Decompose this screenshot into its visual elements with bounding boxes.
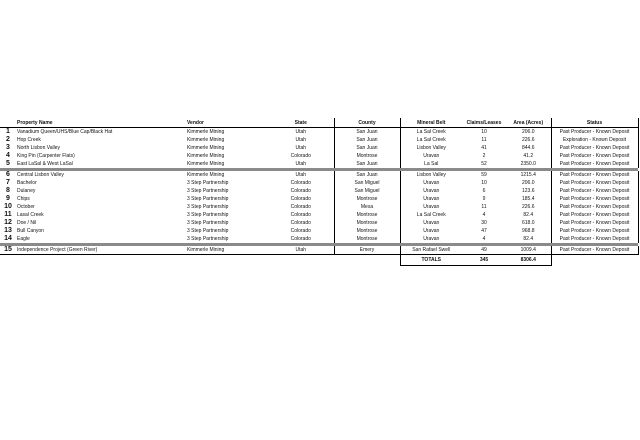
- cell-claims: 49: [462, 246, 506, 255]
- cell-area: 123.6: [506, 187, 551, 195]
- cell-area: 1009.4: [506, 246, 551, 255]
- cell-num: 2: [6, 136, 10, 143]
- cell-property: Eagle: [17, 236, 30, 242]
- cell-belt: Uravan: [400, 235, 462, 243]
- cell-vendor: Kimmerle Mining: [187, 161, 225, 167]
- cell-status: Past Producer - Known Deposit: [551, 203, 638, 211]
- table-row: [0, 235, 638, 243]
- cell-area: 41.2: [506, 152, 551, 160]
- cell-state: Colorado: [290, 188, 311, 194]
- cell-area: 82.4: [506, 211, 551, 219]
- cell-claims: 9: [482, 196, 486, 202]
- cell-state: Colorado: [290, 220, 311, 226]
- cell-claims: 41: [481, 145, 487, 151]
- table-body: [0, 128, 638, 255]
- cell-num: 3: [6, 144, 10, 151]
- cell-num: 8: [6, 187, 10, 194]
- cell-state: Utah: [295, 137, 307, 143]
- cell-belt: Uravan: [400, 187, 462, 195]
- cell-property: Bull Canyon: [17, 228, 44, 234]
- table-row: [0, 136, 638, 144]
- header-vendor: Vendor: [186, 118, 268, 128]
- cell-vendor: Kimmerle Mining: [187, 145, 225, 151]
- cell-status: Past Producer - Known Deposit: [551, 144, 638, 152]
- cell-property: Hop Creek: [17, 137, 41, 143]
- cell-claims: 6: [482, 188, 486, 194]
- cell-state: Utah: [295, 161, 307, 167]
- table-row: [0, 227, 638, 235]
- cell-num: 15: [0, 246, 16, 255]
- cell-property: Lasal Creek: [17, 212, 44, 218]
- cell-property: Vanadium Queen/UHS/Blue Cap/Black Hat: [17, 129, 113, 135]
- cell-num: 10: [4, 203, 12, 210]
- cell-county: Montrose: [334, 195, 400, 203]
- cell-state: Utah: [295, 172, 307, 178]
- cell-num: 12: [4, 219, 12, 226]
- cell-property: Dulaney: [17, 188, 36, 194]
- cell-claims: 10: [481, 180, 487, 186]
- cell-area: 82.4: [506, 235, 551, 243]
- cell-vendor: 3 Step Partnership: [187, 188, 229, 194]
- cell-state: Utah: [295, 129, 307, 135]
- cell-county: Montrose: [334, 235, 400, 243]
- cell-status: Past Producer - Known Deposit: [551, 179, 638, 187]
- cell-county: San Juan: [334, 136, 400, 144]
- cell-belt: La Sal Creek: [400, 128, 462, 137]
- cell-claims: 47: [481, 228, 487, 234]
- cell-property: East LaSal & West LaSal: [17, 161, 73, 167]
- header-status: Status: [551, 118, 638, 128]
- header-state: State: [268, 118, 334, 128]
- cell-status: Past Producer - Known Deposit: [551, 152, 638, 160]
- cell-property: Independence Project (Green River): [16, 246, 186, 255]
- cell-state: Colorado: [290, 228, 311, 234]
- cell-claims: 4: [482, 236, 486, 242]
- cell-belt: La Sal: [400, 160, 462, 168]
- cell-state: Colorado: [290, 212, 311, 218]
- cell-status: Past Producer - Known Deposit: [551, 171, 638, 179]
- cell-num: 7: [6, 179, 10, 186]
- table-row: [0, 152, 638, 160]
- cell-claims: 11: [481, 204, 487, 210]
- cell-claims: 30: [481, 220, 487, 226]
- cell-state: Colorado: [290, 204, 311, 210]
- cell-claims: 59: [481, 172, 487, 178]
- property-table-sheet: [0, 118, 640, 266]
- cell-vendor: Kimmerle Mining: [187, 172, 225, 178]
- cell-area: 206.0: [506, 179, 551, 187]
- cell-status: Past Producer - Known Deposit: [551, 219, 638, 227]
- cell-county: San Juan: [334, 144, 400, 152]
- header-property: Property Name: [16, 118, 186, 128]
- cell-belt: Uravan: [400, 195, 462, 203]
- header-area: Area (Acres): [506, 118, 551, 128]
- cell-vendor: Kimmerle Mining: [186, 246, 268, 255]
- cell-claims: 4: [482, 212, 486, 218]
- cell-claims: 10: [481, 129, 487, 135]
- cell-county: San Juan: [334, 171, 400, 179]
- table-row: [0, 246, 638, 255]
- cell-property: Bachelor: [17, 180, 37, 186]
- cell-vendor: 3 Step Partnership: [187, 220, 229, 226]
- cell-county: San Juan: [334, 128, 400, 137]
- cell-status: Past Producer - Known Deposit: [551, 211, 638, 219]
- cell-status: Past Producer - Known Deposit: [551, 235, 638, 243]
- cell-county: San Miguel: [334, 179, 400, 187]
- table-row: [0, 203, 638, 211]
- cell-belt: Uravan: [400, 179, 462, 187]
- cell-vendor: Kimmerle Mining: [187, 137, 225, 143]
- cell-state: Colorado: [290, 196, 311, 202]
- cell-num: 13: [4, 227, 12, 234]
- table-row: [0, 144, 638, 152]
- property-table: [0, 118, 639, 266]
- cell-claims: 11: [481, 137, 487, 143]
- header-num: [0, 118, 16, 128]
- cell-area: 1215.4: [506, 171, 551, 179]
- totals-spacer: [0, 255, 400, 266]
- cell-area: 226.6: [506, 136, 551, 144]
- cell-belt: San Rafael Swell: [400, 246, 462, 255]
- table-row: [0, 187, 638, 195]
- cell-status: Past Producer - Known Deposit: [551, 227, 638, 235]
- totals-row: [0, 255, 638, 266]
- table-row: [0, 171, 638, 179]
- cell-vendor: Kimmerle Mining: [187, 153, 225, 159]
- cell-belt: La Sal Creek: [400, 211, 462, 219]
- cell-vendor: 3 Step Partnership: [187, 196, 229, 202]
- cell-status: Past Producer - Known Deposit: [551, 187, 638, 195]
- cell-property: Chips: [17, 196, 30, 202]
- cell-belt: Lisbon Valley: [400, 144, 462, 152]
- table-row: [0, 179, 638, 187]
- cell-vendor: Kimmerle Mining: [187, 129, 225, 135]
- cell-belt: Uravan: [400, 152, 462, 160]
- cell-state: Colorado: [290, 180, 311, 186]
- cell-state: Colorado: [290, 236, 311, 242]
- cell-county: San Juan: [334, 160, 400, 168]
- table-row: [0, 195, 638, 203]
- header-claims: Claims/Leases: [462, 118, 506, 128]
- cell-num: 9: [6, 195, 10, 202]
- cell-claims: 2: [482, 153, 486, 159]
- cell-property: Central Lisbon Valley: [17, 172, 64, 178]
- cell-area: 618.0: [506, 219, 551, 227]
- header-row: [0, 118, 638, 128]
- cell-num: 4: [6, 152, 10, 159]
- header-county: County: [334, 118, 400, 128]
- cell-belt: Uravan: [400, 227, 462, 235]
- cell-belt: Lisbon Valley: [400, 171, 462, 179]
- cell-status: Past Producer - Known Deposit: [551, 160, 638, 168]
- cell-status: Past Producer - Known Deposit: [551, 246, 638, 255]
- cell-belt: La Sal Creek: [400, 136, 462, 144]
- table-row: [0, 128, 638, 137]
- cell-state: Utah: [295, 145, 307, 151]
- totals-area: 8306.4: [506, 255, 551, 266]
- cell-county: San Miguel: [334, 187, 400, 195]
- cell-state: Colorado: [290, 153, 311, 159]
- cell-county: Montrose: [334, 219, 400, 227]
- totals-empty: [551, 255, 638, 266]
- cell-county: Mesa: [334, 203, 400, 211]
- totals-claims: 345: [462, 255, 506, 266]
- cell-claims: 52: [481, 161, 487, 167]
- cell-vendor: 3 Step Partnership: [187, 212, 229, 218]
- cell-area: 185.4: [506, 195, 551, 203]
- cell-num: 1: [6, 128, 10, 135]
- cell-area: 844.6: [506, 144, 551, 152]
- cell-status: Exploration - Known Deposit: [551, 136, 638, 144]
- cell-property: North Lisbon Valley: [17, 145, 60, 151]
- cell-property: October: [17, 204, 35, 210]
- cell-area: 968.8: [506, 227, 551, 235]
- cell-area: 226.6: [506, 203, 551, 211]
- cell-belt: Uravan: [400, 219, 462, 227]
- header-mineral-belt: Mineral Belt: [400, 118, 462, 128]
- table-row: [0, 211, 638, 219]
- table-row: [0, 160, 638, 168]
- cell-vendor: 3 Step Partnership: [187, 228, 229, 234]
- cell-num: 5: [6, 160, 10, 167]
- cell-county: Montrose: [334, 211, 400, 219]
- cell-vendor: 3 Step Partnership: [187, 204, 229, 210]
- cell-vendor: 3 Step Partnership: [187, 236, 229, 242]
- cell-num: 11: [4, 211, 12, 218]
- cell-num: 6: [6, 171, 10, 178]
- cell-property: King Pin (Carpenter Flats): [17, 153, 75, 159]
- cell-num: 14: [4, 235, 12, 242]
- cell-vendor: 3 Step Partnership: [187, 180, 229, 186]
- cell-property: Doe / Nil: [17, 220, 37, 226]
- cell-status: Past Producer - Known Deposit: [551, 195, 638, 203]
- table-row: [0, 219, 638, 227]
- cell-belt: Uravan: [400, 203, 462, 211]
- cell-county: Montrose: [334, 152, 400, 160]
- cell-status: Past Producer - Known Deposit: [551, 128, 638, 137]
- cell-state: Utah: [268, 246, 334, 255]
- cell-area: 206.0: [506, 128, 551, 137]
- cell-county: Emery: [334, 246, 400, 255]
- totals-label: TOTALS: [400, 255, 462, 266]
- cell-area: 2350.0: [506, 160, 551, 168]
- cell-county: Montrose: [334, 227, 400, 235]
